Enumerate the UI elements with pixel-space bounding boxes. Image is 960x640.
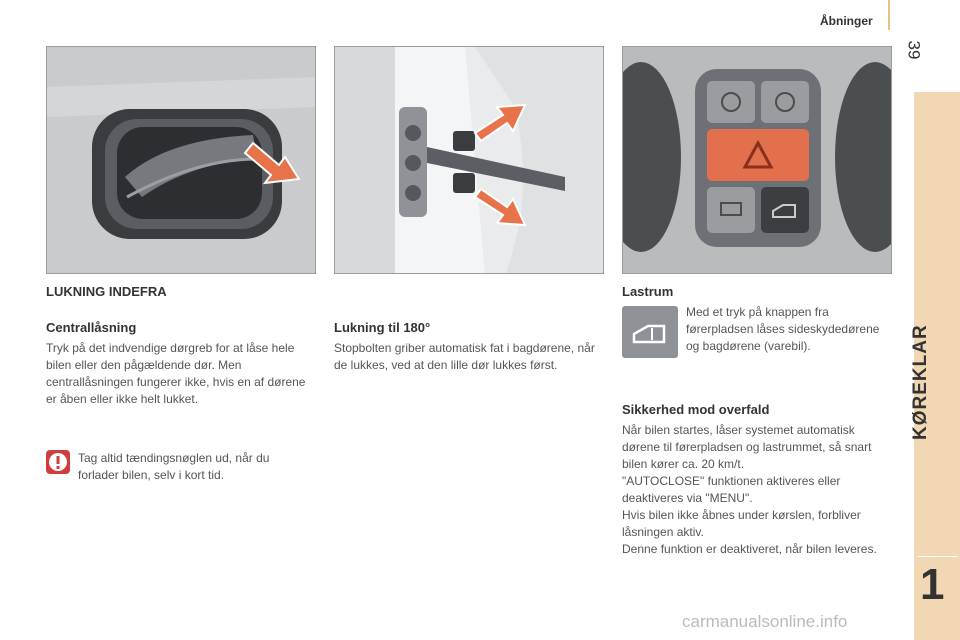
door-handle-photo [46,46,316,274]
page-number: 39 [904,40,924,60]
cargo-heading: Lastrum [622,284,674,299]
anti-attack-line-1: Når bilen startes, låser systemet automatisk dørene til førerpladsen og lastrummet, så snart bilen kører ca. 20 km/t. [622,423,872,471]
central-locking-heading: Centrallåsning [46,320,137,335]
warning-text: Tag altid tændingsnøglen ud, når du forlader bilen, selv i kort tid. [78,451,270,482]
anti-attack-heading: Sikkerhed mod overfald [622,402,770,417]
footer-watermark: carmanualsonline.info [682,612,848,631]
warning-icon [46,450,70,474]
lock-180-heading: Lukning til 180° [334,320,431,335]
header-divider [888,0,890,30]
cargo-text: Med et tryk på knappen fra førerpladsen låses sideskydedørene og bagdørene (varebil). [686,305,880,353]
section-title: LUKNING INDEFRA [46,284,167,299]
header-title: Åbninger [820,14,873,28]
side-tab-divider [918,556,958,557]
anti-attack-line-4: Denne funktion er deaktiveret, når bilen leveres. [622,542,877,556]
anti-attack-line-3: Hvis bilen ikke åbnes under kørslen, forbliver låsningen aktiv. [622,508,861,539]
door-stop-photo [334,46,604,274]
chapter-label: KØREKLAR [910,324,931,440]
dashboard-switches-photo [622,46,892,274]
central-locking-text: Tryk på det indvendige dørgreb for at låse hele bilen eller den pågældende dør. Men centrallåsningen fungerer ikke, hvis en af dørene er åben eller ikke helt lukket. [46,341,306,406]
chapter-number: 1 [920,560,945,609]
cargo-lock-button-icon [622,306,678,358]
anti-attack-line-2: "AUTOCLOSE" funktionen aktiveres eller deaktiveres via "MENU". [622,474,841,505]
lock-180-text: Stopbolten griber automatisk fat i bagdørene, når de lukkes, ved at den lille dør lukkes først. [334,341,595,372]
anti-attack-text [622,422,890,558]
